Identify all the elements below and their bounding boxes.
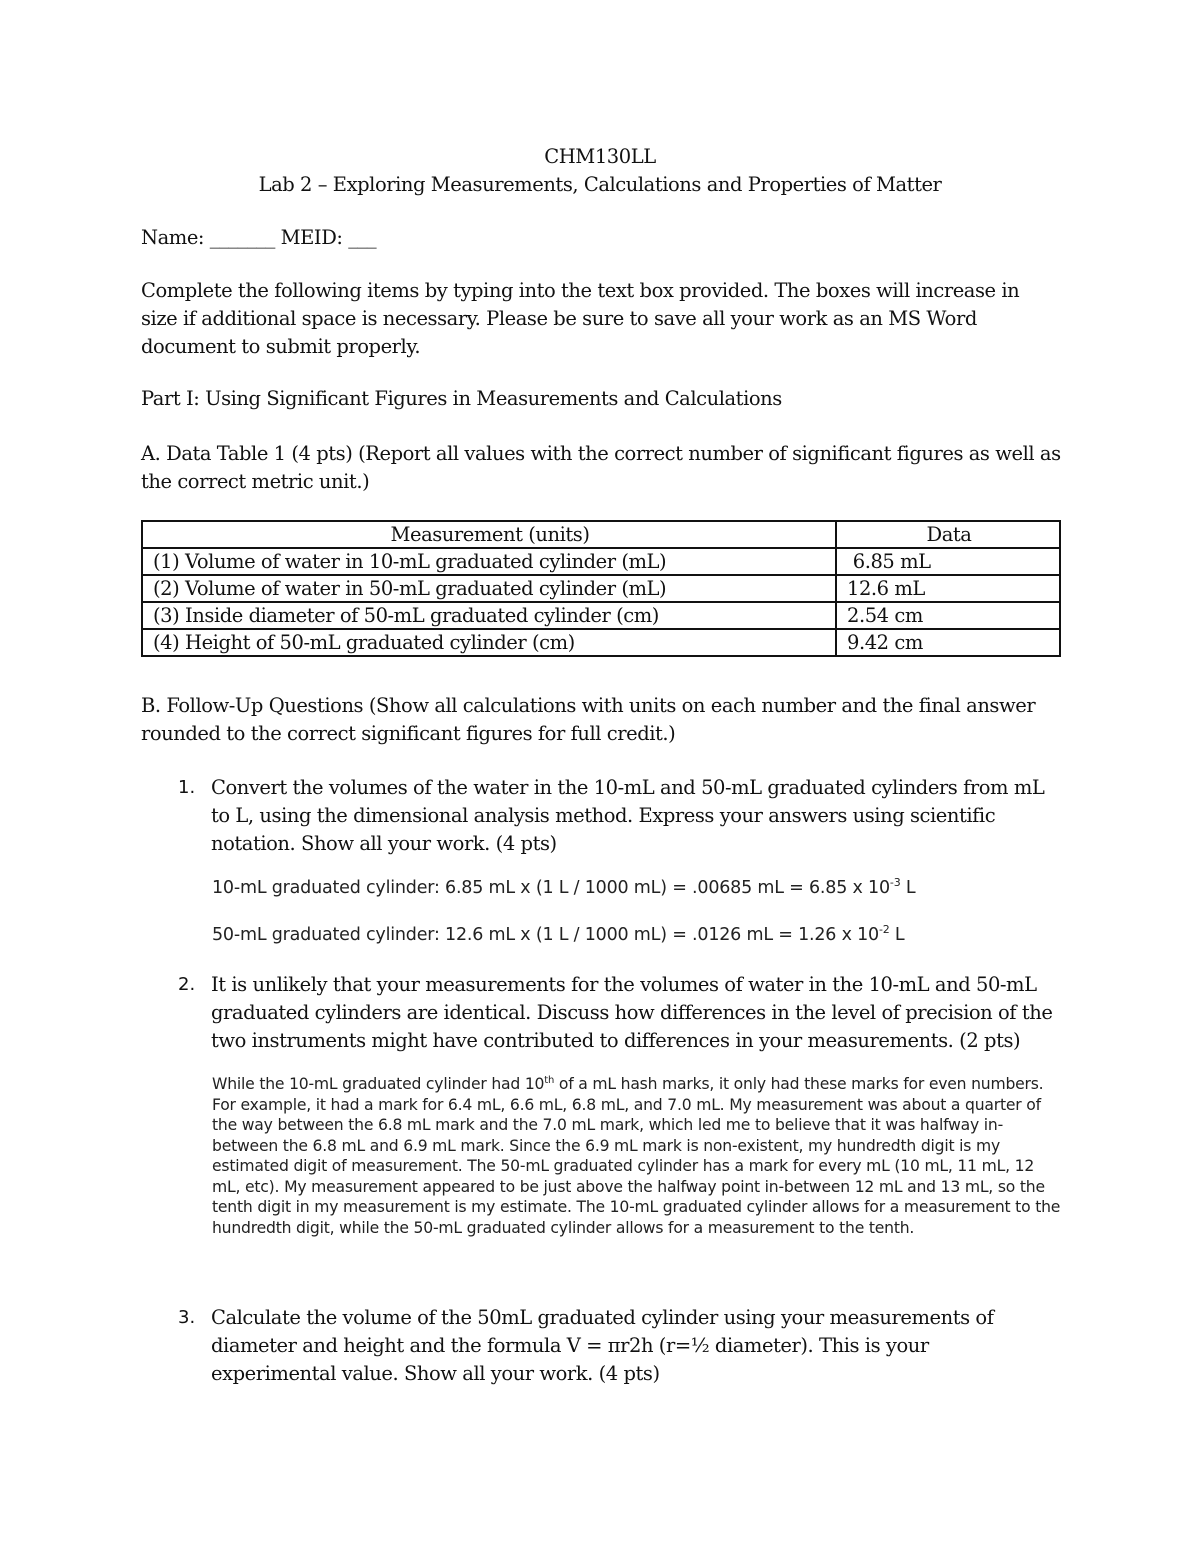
- answer-2-textbox[interactable]: [212, 1074, 1062, 1238]
- table-cell-measurement: (3) Inside diameter of 50-mL graduated cylinder (cm): [142, 602, 836, 629]
- data-table-1: [141, 520, 1061, 657]
- part-a-heading: A. Data Table 1 (4 pts) (Report all values with the correct number of significant figures as well as the correct metric unit.): [141, 442, 1061, 493]
- unit: L: [889, 925, 905, 945]
- answer-1-line-50ml-text: 50-mL graduated cylinder: 12.6 mL x (1 L / 1000 mL) = .0126 mL = 1.26 x 10: [212, 925, 879, 945]
- course-code: CHM130LL: [544, 145, 656, 168]
- instructions-paragraph: Complete the following items by typing into the text box provided. The boxes will increase in size if additional space is necessary. Please be sure to save all your work as an MS Word document to submit properly.: [141, 279, 1020, 358]
- table-cell-data: 2.54 cm: [836, 602, 1060, 629]
- part-b-heading: B. Follow-Up Questions (Show all calculations with units on each number and the final answer rounded to the correct significant figures for full credit.): [141, 694, 1036, 745]
- lab-title: Lab 2 – Exploring Measurements, Calculations and Properties of Matter: [258, 173, 942, 196]
- answer-2-text-start: While the 10-mL graduated cylinder had 10: [212, 1075, 545, 1093]
- table-cell-data: 12.6 mL: [836, 575, 1060, 602]
- table-row: [142, 575, 1060, 602]
- question-1-text: Convert the volumes of the water in the 10-mL and 50-mL graduated cylinders from mL to L, using the dimensional analysis method. Express your answers using scientific notation. Show all your work. (4 pts): [211, 776, 1045, 855]
- exponent: -2: [878, 923, 890, 936]
- table-cell-measurement: (2) Volume of water in 50-mL graduated cylinder (mL): [142, 575, 836, 602]
- table-row: [142, 629, 1060, 656]
- table-cell-measurement: (4) Height of 50-mL graduated cylinder (cm): [142, 629, 836, 656]
- table-cell-measurement: (1) Volume of water in 10-mL graduated cylinder (mL): [142, 548, 836, 575]
- name-meid-line: Name: _______ MEID: ___: [141, 226, 377, 249]
- question-2-number: 2.: [178, 974, 196, 995]
- answer-1-line-10ml[interactable]: [212, 876, 915, 900]
- question-3-text: Calculate the volume of the 50mL graduated cylinder using your measurements of diameter and height and the formula V = πr2h (r=½ diameter). This is your experimental value. Show all your work. (4 pts): [211, 1306, 994, 1385]
- answer-2-text-rest: of a mL hash marks, it only had these marks for even numbers. For example, it had a mark for 6.4 mL, 6.6 mL, 6.8 mL, and 7.0 mL. My measurement was about a quarter of the way between the 6.8 mL mark and the 7.0 mL mark, which led me to believe that it was halfway in-between the 6.8 mL and 6.9 mL mark. Since the 6.9 mL mark is non-existent, my hundredth digit is my estimated digit of measurement. The 50-mL graduated cylinder has a mark for every mL (10 mL, 11 mL, 12 mL, etc). My measurement appeared to be just above the halfway point in-between 12 mL and 13 mL, so the tenth digit in my measurement is my estimate. The 10-mL graduated cylinder allows for a measurement to the hundredth digit, while the 50-mL graduated cylinder allows for a measurement to the tenth.: [212, 1075, 1061, 1237]
- table-row: [142, 602, 1060, 629]
- question-3-number: 3.: [178, 1307, 196, 1328]
- question-2-text: It is unlikely that your measurements for the volumes of water in the 10-mL and 50-mL graduated cylinders are identical. Discuss how differences in the level of precision of the two instruments might have contributed to differences in your measurements. (2 pts): [211, 973, 1053, 1052]
- table-cell-data: 9.42 cm: [836, 629, 1060, 656]
- table-row: [142, 548, 1060, 575]
- answer-1-line-10ml-text: 10-mL graduated cylinder: 6.85 mL x (1 L / 1000 mL) = .00685 mL = 6.85 x 10: [212, 878, 890, 898]
- answer-1-line-50ml[interactable]: [212, 923, 904, 947]
- table-cell-data: 6.85 mL: [836, 548, 1060, 575]
- table-header-measurement: Measurement (units): [142, 521, 836, 548]
- unit: L: [900, 878, 916, 898]
- table-header-data: Data: [836, 521, 1060, 548]
- table-header-row: [142, 521, 1060, 548]
- exponent: -3: [889, 876, 901, 889]
- part1-heading: Part I: Using Significant Figures in Measurements and Calculations: [141, 387, 782, 410]
- question-1-number: 1.: [178, 777, 196, 798]
- ordinal-suffix: th: [544, 1075, 555, 1086]
